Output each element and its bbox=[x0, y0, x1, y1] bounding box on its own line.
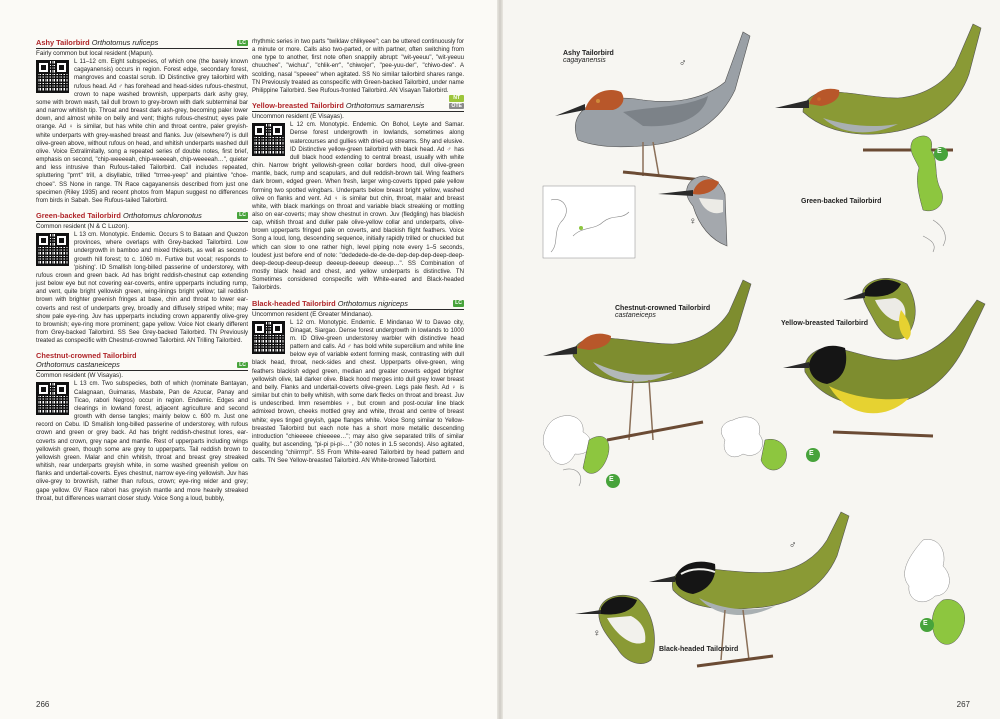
species-description: L 11–12 cm. Eight subspecies, of which one (the barely known cagayanensis) occurs in region. Forest edge, secondary forest, mangroves and coastal scrub. ID Distinctive grey tailorbird with rufous head. Ad ♂ has forehead and head-sides rufous-chestnut, crown to nape washed brownish, upperparts dark ashy grey, some with brown wash, tail dull brown to grey-brown with dark subterminal bar and narrow whitish tip. Throat and breast dark ash-grey, becoming paler lower down, and almost white on belly and vent; thighs rufous-chestnut; eyes pale orange. Ad ♀ is similar, but has white chin and throat centre, paler greyish-white underparts with grey-washed breast and flanks. Juv (elsewhere?) is dull olive-green above, without rufous on head, and whitish underparts washed dull olive. Voice Extralimitally, song a repeated series of double notes, first brief, emphasis on second, "chip-weeeeah, chip-weeeeah, chip-weeeeah…", quieter and less intrusive than Rufous-tailed Tailorbird. Call includes repeated, spluttering "prrrt" trill, a disyllabic, trilled "trrree-yeep" and plaintive "choe-choee". SS None in range. TN Race cagayanensis described from just one specimen (Riley 1935) and recent photos from Mapun suggest no differences from birds in Sabah. See Rufous-tailed Tailorbird. bbox=[36, 59, 248, 204]
black-headed-tailorbird-range-map bbox=[905, 539, 965, 644]
species-scientific-name: Orthotomus castaneiceps bbox=[36, 360, 120, 370]
species-name: Yellow-breasted Tailorbird bbox=[252, 101, 344, 111]
species-description: L 13 cm. Monotypic. Endemic. Occurs S to Bataan and Quezon provinces, where overlaps with Grey-backed Tailorbird. Low undergrowth in bamboo and mixed thickets, as well as second-growth hill forest; to c. 1060 m. Furtive but vocal; responds to 'pishing'. ID Smallish long-billed passerine of understorey, with rufous crown and green back. Ad has bright reddish-chestnut cap extending just below eye but not covering ear-coverts, entire upperparts including rump, and vent, quite bright yellowish green, wing-linings bright yellow; tail reddish brown with brighter greenish fringes at base, chin and throat to lower ear-coverts and rest of underparts grey, broadly and diffusely striped white; may show pale eye-ring. Juv has upperparts including crown apparently olive-grey to brownish; eye-ring more prominent; gape yellow. Voice Not clearly different from Grey-backed Tailorbird. SS See Grey-backed Tailorbird. TN Previously treated as conspecific with Chestnut-crowned Tailorbird. AN Trilling Tailorbird. bbox=[36, 232, 248, 345]
species-status-text: Uncommon resident (E Greater Mindanao). bbox=[252, 310, 373, 318]
species-scientific-name: Orthotomus samarensis bbox=[345, 101, 425, 111]
black-headed-tailorbird-male-illustration bbox=[649, 512, 849, 666]
species-status-text: Uncommon resident (E Visayas). bbox=[252, 113, 344, 121]
label-black-headed-tailorbird: Black-headed Tailorbird bbox=[659, 646, 739, 653]
species-name: Chestnut-crowned Tailorbird bbox=[36, 351, 137, 361]
label-green-backed-tailorbird: Green-backed Tailorbird bbox=[801, 198, 882, 205]
species-scientific-name: Orthotomus chloronotus bbox=[122, 210, 202, 220]
species-scientific-name: Orthotomus nigriceps bbox=[337, 298, 408, 308]
female-symbol: ♀ bbox=[689, 216, 697, 227]
page-number: 267 bbox=[956, 700, 970, 709]
qr-code[interactable] bbox=[36, 60, 69, 93]
species-status-text: Fairly common but local resident (Mapun). bbox=[36, 50, 154, 57]
right-column bbox=[252, 38, 464, 472]
ashy-tailorbird-female-illustration bbox=[658, 176, 727, 246]
green-backed-tailorbird-illustration bbox=[775, 24, 981, 150]
status-badge: LC bbox=[239, 361, 246, 368]
male-symbol: ♂ bbox=[789, 540, 797, 551]
left-column bbox=[36, 38, 248, 509]
species-description: L 13 cm. Two subspecies, both of which (nominate Bantayan, Calagnaan, Guimaras, Masbate, Pan de Azucar, Panay and Ticao, rabori Negros) occur in region. Endemic. Edges and clearings in lowland forest, adjacent agriculture and second growth with dense tangles; mainly below c. 600 m. Just one record on Cebu. ID Smallish long-billed passerine of understorey, with rufous crown and green or grey back. Ad has bright reddish-chestnut lores, ear-coverts and crown, grey nape and mantle. Rest of upperparts including wings yellowish green, though some are grey to upperparts. Tail reddish brown to yellowish green. Malar and chin whitish, throat and breast grey streaked whitish, rear underparts greyish white, in some washed greenish yellow on flanks and undertail-coverts. Eyes chestnut, narrow eye-ring yellowish. Juv has olive-grey to brownish, rather than rufous, crown; eye-ring wider and grey; gape yellow. GV Race rabori has greyish mantle and more heavily streaked throat, but differences warrant closer study. Voice Song a loud, bubbly, bbox=[36, 381, 248, 502]
endemic-badge: E bbox=[937, 148, 942, 155]
status-badge: LC bbox=[455, 300, 462, 307]
endemic-badge: E bbox=[609, 476, 614, 483]
endemic-badge: E bbox=[923, 620, 928, 627]
status-badge: LC bbox=[239, 39, 246, 46]
endemic-badge: E bbox=[809, 450, 814, 457]
species-header bbox=[36, 211, 248, 222]
male-symbol: ♂ bbox=[679, 58, 687, 69]
species-description: L 12 cm. Monotypic. Endemic. On Bohol, Leyte and Samar. Dense forest undergrowth in lowlands, sometimes along watercourses and gullies with dried-up streams. Shy and elusive. ID Distinctive yellow-green tailorbird with black head. Ad ♂ has dull black hood extending to central breast, usually with white chin. Narrow bright yellowish-green collar borders hood, dull olive-green mantle, back, rump and scapulars, and dull reddish-brown tail. Wing feathers dark brown, edged green. When fresh, larger wing-coverts tipped pale yellow forming two spotted wingbars. Underparts below breast bright yellow, washed olive on flanks and vent. Ad ♀ is similar but chin, throat, malar and breast white, with black markings on throat and variable black streaking or mottling also on ear-coverts; may show chestnut in crown. Juv (fledgling) has blackish cap, whitish throat and duller pale olive-yellow collar and underparts, olive-brown upperparts fringed pale on coverts, and blackish flight feathers. Voice Song a loud, long, descending sequence, initially rapidly trilled or chuckled but which can slow to one rather high, level piping note every 1–5 seconds, loudest just before end of note: "dededede-de-de-de-dep-dep-dep-deep-deep-deep-deoup-deeup-deeup deeeup-deeeup deeeup…". SS Combination of mostly black head and chest, and yellow underparts is distinctive. TN Sometimes considered conspecific with White-eared and Black-headed Tailorbirds. bbox=[252, 122, 464, 292]
species-entry-yellow-breasted-tailorbird bbox=[252, 95, 464, 292]
status-badge: NT bbox=[449, 95, 464, 102]
species-status-text: Common resident (N & C Luzon). bbox=[36, 222, 130, 230]
species-header bbox=[252, 95, 464, 112]
qr-code[interactable] bbox=[36, 382, 69, 415]
yellow-breasted-tailorbird-female-illustration bbox=[843, 278, 915, 340]
right-page-plate bbox=[503, 0, 1000, 719]
species-header bbox=[252, 299, 464, 310]
yellow-breasted-tailorbird-range-map bbox=[721, 417, 820, 470]
page-number: 266 bbox=[36, 700, 50, 709]
ashy-tailorbird-range-map bbox=[543, 186, 635, 258]
label-chestnut-crowned-tailorbird: Chestnut-crowned Tailorbird castaneiceps bbox=[615, 305, 711, 319]
chestnut-crowned-tailorbird-illustration bbox=[543, 280, 751, 440]
species-status-text: Common resident (W Visayas). bbox=[36, 372, 124, 380]
label-yellow-breasted-tailorbird: Yellow-breasted Tailorbird bbox=[781, 320, 869, 327]
left-page bbox=[0, 0, 497, 719]
species-entry-black-headed-tailorbird bbox=[252, 299, 464, 466]
green-backed-tailorbird-range-map bbox=[911, 136, 948, 252]
qr-code[interactable] bbox=[252, 123, 285, 156]
status-badge: OTE bbox=[451, 102, 462, 109]
species-name: Ashy Tailorbird bbox=[36, 38, 90, 47]
plate-illustration bbox=[503, 0, 1000, 719]
female-symbol: ♀ bbox=[593, 628, 601, 639]
species-header bbox=[36, 351, 248, 371]
species-scientific-name: Orthotomus ruficeps bbox=[91, 38, 159, 47]
black-headed-tailorbird-female-illustration bbox=[575, 595, 655, 663]
species-header bbox=[36, 38, 248, 49]
species-name: Black-headed Tailorbird bbox=[252, 298, 336, 308]
species-name: Green-backed Tailorbird bbox=[36, 210, 121, 220]
status-badge: LC bbox=[239, 212, 246, 219]
label-ashy-tailorbird: Ashy Tailorbird cagayanensis bbox=[563, 50, 614, 64]
continued-text: rhythmic series in two parts "twiklaw chlikyeee"; can be uttered continuously for a minute or more. Calls also two-parted, or with partner, often switching from one type to another, first note often snappily abrupt: "wit-yeeuu", "wit-yeeuu chuuchee", "wichuu", "chlik-err", "chiwojer", "pee-yuu-der", "chiwo-dee". A scolding, nasal "speeee" when agitated. SS No similar tailorbird shares range. TN Previously treated as conspecific with Green-backed Tailorbird, under name Philippine Tailorbird. See Rufous-fronted Tailorbird. AN Visayan Tailorbird. bbox=[252, 39, 464, 94]
species-entry-green-backed-tailorbird bbox=[36, 211, 248, 345]
qr-code[interactable] bbox=[252, 321, 285, 354]
species-entry-chestnut-crowned-tailorbird bbox=[36, 351, 248, 503]
species-entry-ashy-tailorbird bbox=[36, 38, 248, 205]
species-description: L 12 cm. Monotypic. Endemic. E Mindanao W to Davao city, Dinagat, Siargao. Dense forest undergrowth in lowlands to 1000 m. ID Olive-green understorey warbler with distinctive head pattern and calls. Ad ♂ has bold white supercilium and white line below eye of variable extent forming mask, contrasting with dull black head, throat, neck-sides and chest. Upperparts olive-green, wing feathers blackish edged green, median and greater coverts edged brighter yellowish olive, tail darker olive. Black hood merges into dull grey lower breast and belly. Flanks and undertail-coverts olive-green. Legs pale flesh. Ad ♀ is similar but chin to belly whitish, with some dark flecks on throat and breast. Juv is undescribed. Imm resembles ♀, but crown and post-ocular line black admixed brown, cheeks mottled grey and white, throat and centre of breast white; eyes tinged greyish, gape flanges white. Voice Song similar to Yellow-breasted Tailorbird but each note has a short more metallic descending introduction "chieeeee chieeeee…"; may also give separated trills of similar quality, but ascending, "pi-pi pi-pi-…" (30 notes in 1.5 seconds). Also agitated, descending "chiirrrrp!". SS From White-eared Tailorbird by head pattern and calls. TN See Yellow-breasted Tailorbird. AN White-browed Tailorbird. bbox=[252, 319, 464, 465]
qr-code[interactable] bbox=[36, 233, 69, 266]
